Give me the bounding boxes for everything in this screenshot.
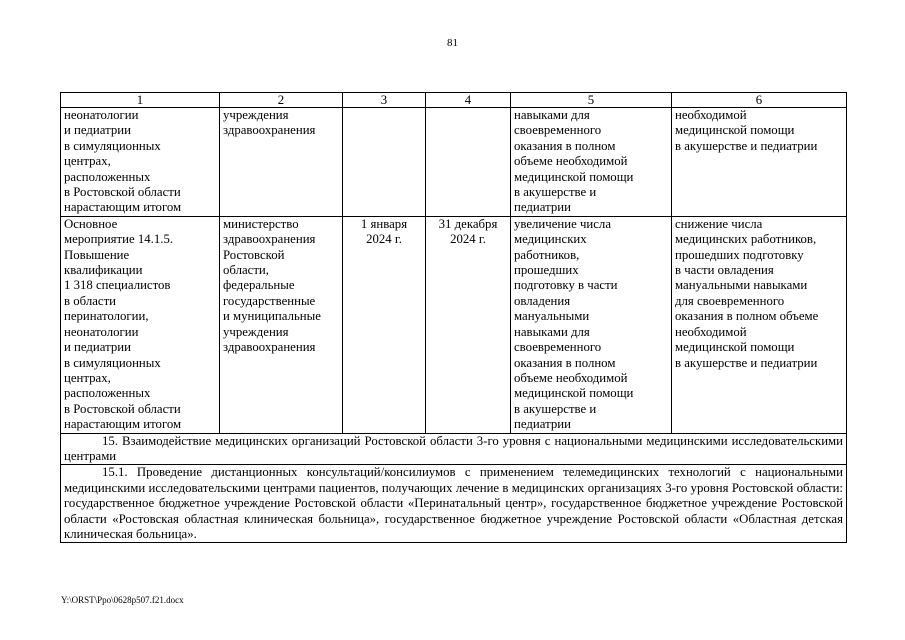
- activity-name-cell: [61, 216, 220, 433]
- continued-start-cell: [343, 108, 426, 217]
- cell-line: медицинской помощи: [675, 340, 795, 355]
- cell-line: неонатологии: [64, 324, 139, 339]
- cell-line: в части овладения: [675, 263, 774, 278]
- end-date-cell: [426, 216, 511, 433]
- section-15-1-text: 15.1. Проведение дистанционных консультаций/консилиумов с применением телемедицинских технологий с национальными медицинскими исследовательскими центрами пациентов, получающих лечение в медицинских организациях 3-го уровня Ростовской области: государственное бюджетное учреждение Ростовской области «Перинатальный центр», государственное бюджетное учреждение Ростовской области «Ростовская областная клиническая больница», государственное бюджетное учреждение Ростовской области «Областная детская клиническая больница».: [64, 465, 843, 541]
- cell-line: 2024 г.: [366, 232, 402, 247]
- cell-line: объеме необходимой: [514, 154, 628, 169]
- cell-line: в области: [64, 293, 117, 308]
- cell-line: необходимой: [675, 108, 747, 122]
- section-15-1-row: [61, 465, 847, 543]
- cell-line: для своевременного: [675, 293, 785, 308]
- continued-executor-cell: [220, 108, 343, 217]
- cell-line: медицинской помощи: [675, 123, 795, 138]
- cell-line: расположенных: [64, 169, 151, 184]
- cell-line: в Ростовской области: [64, 401, 181, 416]
- column-number-3: 3: [343, 93, 426, 108]
- cell-line: 31 декабря: [438, 216, 498, 231]
- cell-line: мероприятие 14.1.5.: [64, 232, 174, 247]
- column-number-4: 4: [426, 93, 511, 108]
- continued-end-cell: [426, 108, 511, 217]
- continued-activity-cell: [61, 108, 220, 217]
- cell-line: навыками для: [514, 324, 590, 339]
- cell-line: в симуляционных: [64, 355, 161, 370]
- cell-line: медицинских работников,: [675, 232, 817, 247]
- cell-line: медицинской помощи: [514, 386, 634, 401]
- cell-line: педиатрии: [514, 200, 571, 215]
- cell-line: и педиатрии: [64, 123, 131, 138]
- cell-line: центрах,: [64, 154, 111, 169]
- cell-line: оказания в полном: [514, 355, 616, 370]
- cell-line: овладения: [514, 293, 571, 308]
- cell-line: перинатологии,: [64, 309, 149, 324]
- cell-line: Основное: [64, 216, 118, 231]
- continued-result-cell: [511, 108, 672, 217]
- cell-line: мануальными навыками: [675, 278, 808, 293]
- column-number-2: 2: [220, 93, 343, 108]
- cell-line: мануальными: [514, 309, 590, 324]
- cell-line: в симуляционных: [64, 138, 161, 153]
- cell-line: необходимой: [675, 324, 747, 339]
- section-15-1-paragraph: [61, 465, 847, 543]
- cell-line: квалификации: [64, 263, 143, 278]
- cell-line: здравоохранения: [223, 123, 316, 138]
- table-row-activity-14-1-5: [61, 216, 847, 433]
- cell-line: расположенных: [64, 386, 151, 401]
- start-date-cell: [343, 216, 426, 433]
- column-number-5: 5: [511, 93, 672, 108]
- cell-line: работников,: [514, 247, 580, 262]
- cell-line: своевременного: [514, 340, 602, 355]
- table-row-continued: [61, 108, 847, 217]
- cell-line: Повышение: [64, 247, 130, 262]
- cell-line: своевременного: [514, 123, 602, 138]
- cell-line: министерство: [223, 216, 299, 231]
- footer-file-path: Y:\ORST\Ppo\0628p507.f21.docx: [61, 595, 184, 605]
- action-plan-table: [60, 92, 847, 543]
- cell-line: объеме необходимой: [514, 370, 628, 385]
- column-number-1: 1: [61, 93, 220, 108]
- cell-line: центрах,: [64, 370, 111, 385]
- cell-line: в Ростовской области: [64, 185, 181, 200]
- cell-line: здравоохранения: [223, 232, 316, 247]
- cell-line: оказания в полном: [514, 138, 616, 153]
- continued-effect-cell: [672, 108, 847, 217]
- cell-line: нарастающим итогом: [64, 417, 182, 432]
- cell-line: 2024 г.: [450, 232, 486, 247]
- cell-line: подготовку в части: [514, 278, 618, 293]
- cell-line: педиатрии: [514, 417, 571, 432]
- cell-line: учреждения: [223, 324, 289, 339]
- expected-result-cell: [511, 216, 672, 433]
- executor-cell: [220, 216, 343, 433]
- table-header-row: [61, 93, 847, 108]
- consequence-cell: [672, 216, 847, 433]
- section-15-row: [61, 433, 847, 465]
- cell-line: и педиатрии: [64, 340, 131, 355]
- cell-line: навыками для: [514, 108, 590, 122]
- cell-line: неонатологии: [64, 108, 139, 122]
- cell-line: нарастающим итогом: [64, 200, 182, 215]
- cell-line: прошедших: [514, 263, 579, 278]
- cell-line: здравоохранения: [223, 340, 316, 355]
- cell-line: 1 318 специалистов: [64, 278, 171, 293]
- cell-line: и муниципальные: [223, 309, 321, 324]
- cell-line: прошедших подготовку: [675, 247, 804, 262]
- cell-line: оказания в полном объеме: [675, 309, 819, 324]
- cell-line: учреждения: [223, 108, 289, 122]
- cell-line: снижение числа: [675, 216, 763, 231]
- cell-line: области,: [223, 263, 269, 278]
- cell-line: в акушерстве и педиатрии: [675, 138, 818, 153]
- cell-line: федеральные: [223, 278, 295, 293]
- cell-line: 1 января: [360, 216, 408, 231]
- cell-line: в акушерстве и: [514, 401, 597, 416]
- column-number-6: 6: [672, 93, 847, 108]
- page-number: 81: [447, 37, 458, 49]
- cell-line: государственные: [223, 293, 316, 308]
- section-15-heading: [61, 433, 847, 465]
- cell-line: медицинской помощи: [514, 169, 634, 184]
- section-15-text: 15. Взаимодействие медицинских организаций Ростовской области 3-го уровня с национальными медицинскими исследовательскими центрами: [64, 433, 843, 463]
- cell-line: увеличение числа: [514, 216, 612, 231]
- cell-line: медицинских: [514, 232, 587, 247]
- cell-line: Ростовской: [223, 247, 285, 262]
- cell-line: в акушерстве и педиатрии: [675, 355, 818, 370]
- cell-line: в акушерстве и: [514, 185, 597, 200]
